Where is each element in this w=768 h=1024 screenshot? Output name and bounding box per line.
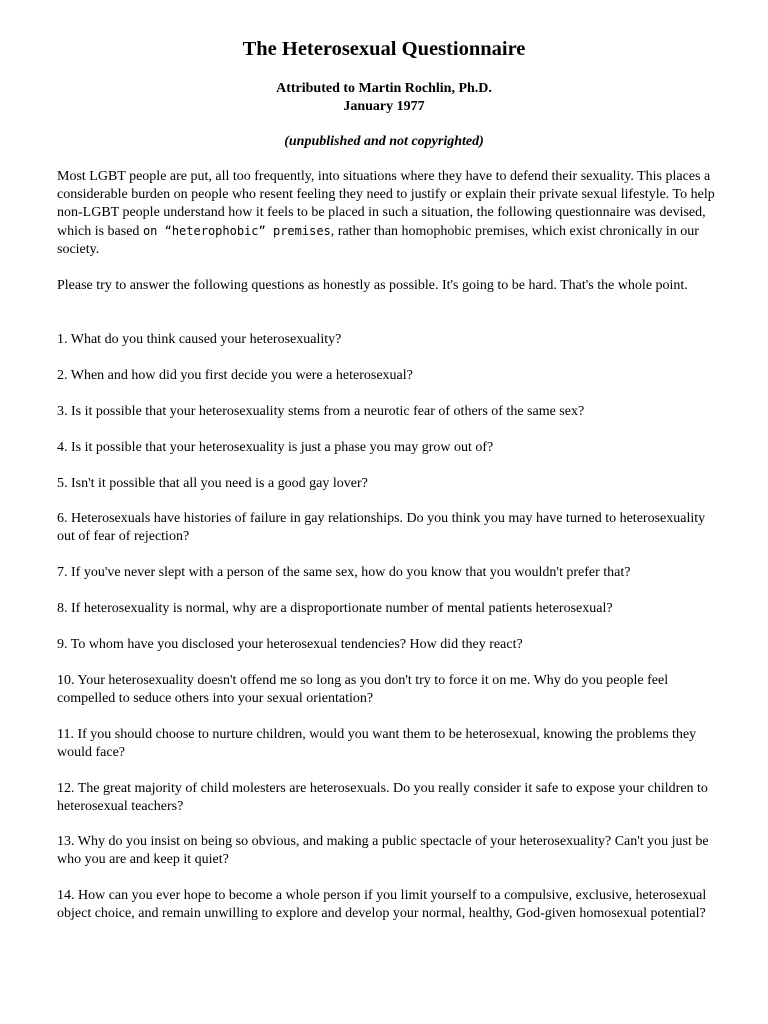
question-item: 4. Is it possible that your heterosexuality is just a phase you may grow out of? <box>57 440 494 455</box>
intro-text-part2: , rather than homophobic premises, which exist chronically in our society. <box>57 224 699 257</box>
question-item: 1. What do you think caused your heterosexuality? <box>57 332 342 347</box>
instructions-paragraph: Please try to answer the following questions as honestly as possible. It's going to be hard. That's the whole point. <box>57 278 688 293</box>
question-item: 6. Heterosexuals have histories of failure in gay relationships. Do you think you may have turned to heterosexuality out of fear of rejection? <box>57 511 706 544</box>
question-item: 8. If heterosexuality is normal, why are a disproportionate number of mental patients heterosexual? <box>57 601 613 616</box>
copyright-note: (unpublished and not copyrighted) <box>284 134 484 149</box>
question-item: 10. Your heterosexuality doesn't offend me so long as you don't try to force it on me. Why do you people feel compelled to seduce others into your sexual orientation? <box>57 673 669 706</box>
intro-text-part1: Most LGBT people are put, all too frequently, into situations where they have to defend their sexuality. This places a considerable burden on people who resent feeling they need to justify or explain their private sexual lifestyle. To help non-LGBT people understand how it feels to be placed in such a situation, the following questionnaire was devised, which is based <box>57 169 715 239</box>
attribution-date: January 1977 <box>343 99 425 114</box>
question-item: 7. If you've never slept with a person of the same sex, how do you know that you wouldn't prefer that? <box>57 565 631 580</box>
question-item: 14. How can you ever hope to become a whole person if you limit yourself to a compulsive, exclusive, heterosexual object choice, and remain unwilling to explore and develop your normal, healthy, God-given homosexual potential? <box>57 888 707 921</box>
question-item: 13. Why do you insist on being so obvious, and making a public spectacle of your heterosexuality? Can't you just be who you are and keep it quiet? <box>57 834 709 867</box>
attribution-block <box>0 80 768 116</box>
intro-text-mono: on “heterophobic” premises <box>142 224 331 238</box>
question-item: 3. Is it possible that your heterosexuality stems from a neurotic fear of others of the same sex? <box>57 404 585 419</box>
question-item: 11. If you should choose to nurture children, would you want them to be heterosexual, knowing the problems they would face? <box>57 727 697 760</box>
question-item: 9. To whom have you disclosed your heterosexual tendencies? How did they react? <box>57 637 523 652</box>
intro-paragraph <box>57 168 717 259</box>
attribution-author: Attributed to Martin Rochlin, Ph.D. <box>276 81 492 96</box>
document-title: The Heterosexual Questionnaire <box>242 38 526 60</box>
question-item: 5. Isn't it possible that all you need is a good gay lover? <box>57 476 368 491</box>
question-item: 12. The great majority of child molesters are heterosexuals. Do you really consider it safe to expose your children to heterosexual teachers? <box>57 781 708 814</box>
question-item: 2. When and how did you first decide you were a heterosexual? <box>57 368 413 383</box>
